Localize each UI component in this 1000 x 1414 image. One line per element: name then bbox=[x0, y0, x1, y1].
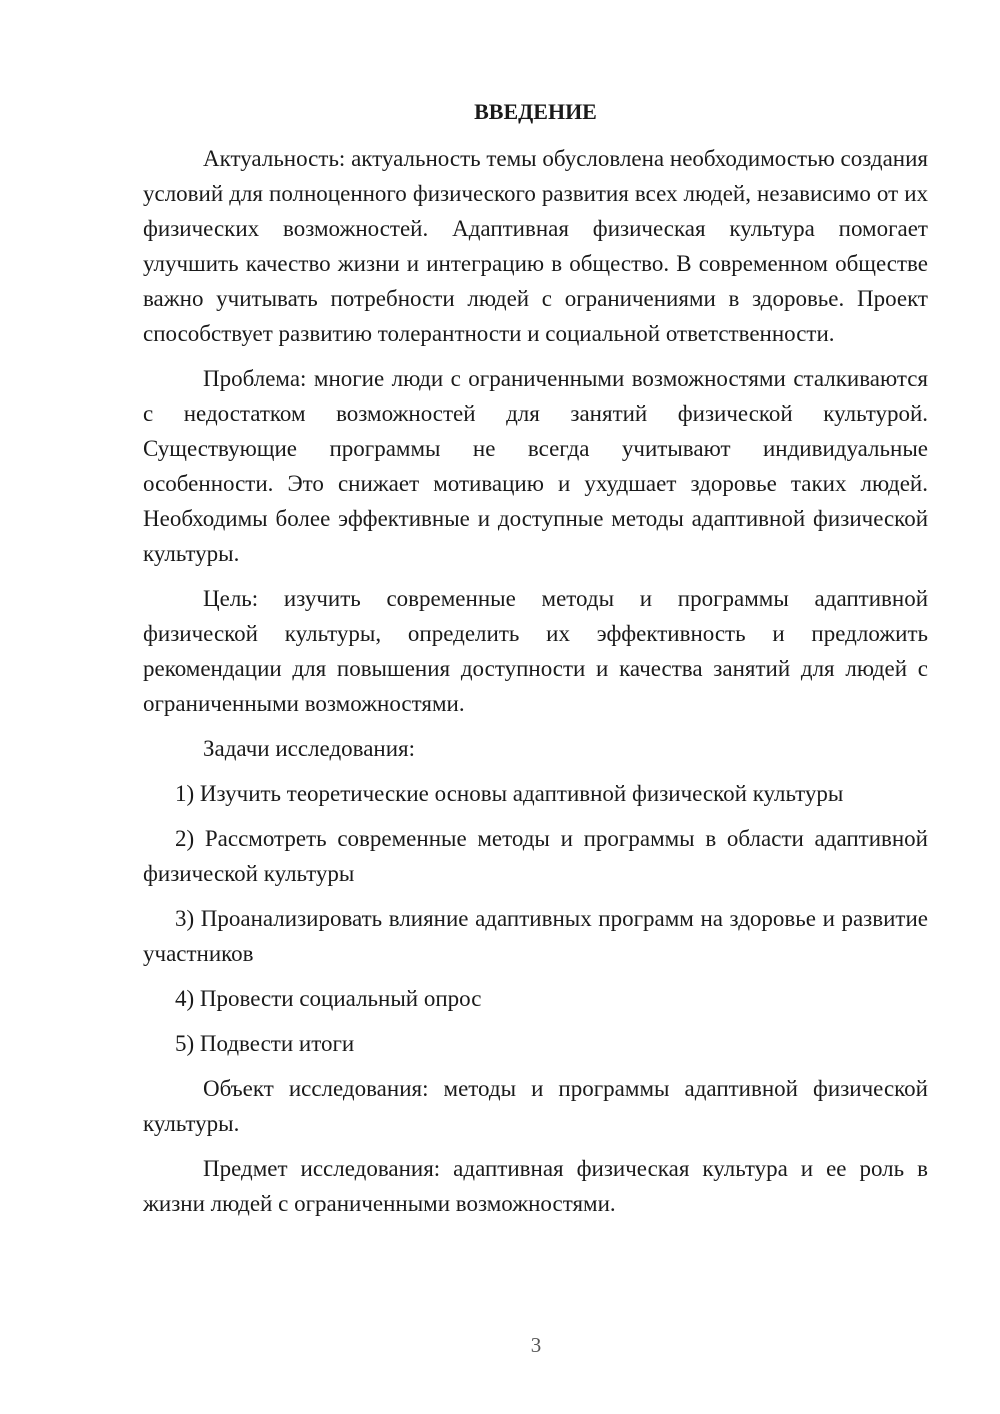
task-item-4: 4) Провести социальный опрос bbox=[175, 986, 482, 1011]
object-paragraph: Объект исследования: методы и программы адаптивной физической культуры. bbox=[143, 1076, 928, 1136]
tasks-heading: Задачи исследования: bbox=[203, 736, 416, 761]
problem-paragraph: Проблема: многие люди с ограниченными возможностями сталкиваются с недостатком возможностей для занятий физической культурой. Существующие программы не всегда учитывают индивидуальные особенности. Это снижает мотивацию и ухудшает здоровье таких людей. Необходимы более эффективные и доступные методы адаптивной физической культуры. bbox=[143, 366, 928, 566]
task-item-3: 3) Проанализировать влияние адаптивных программ на здоровье и развитие участников bbox=[143, 906, 928, 966]
relevance-paragraph: Актуальность: актуальность темы обусловлена необходимостью создания условий для полноценного физического развития всех людей, независимо от их физических возможностей. Адаптивная физическая культура помогает улучшить качество жизни и интеграцию в общество. В современном обществе важно учитывать потребности людей с ограничениями в здоровье. Проект способствует развитию толерантности и социальной ответственности. bbox=[143, 146, 929, 346]
document-body bbox=[143, 94, 928, 1231]
subject-paragraph: Предмет исследования: адаптивная физическая культура и ее роль в жизни людей с ограниченными возможностями. bbox=[143, 1156, 928, 1216]
section-heading: ВВЕДЕНИЕ bbox=[474, 99, 597, 124]
task-item-2: 2) Рассмотреть современные методы и программы в области адаптивной физической культуры bbox=[143, 826, 928, 886]
goal-paragraph: Цель: изучить современные методы и программы адаптивной физической культуры, определить их эффективность и предложить рекомендации для повышения доступности и качества занятий для людей с ограниченными возможностями. bbox=[143, 586, 928, 716]
page-number: 3 bbox=[530, 1333, 542, 1357]
task-item-1: 1) Изучить теоретические основы адаптивной физической культуры bbox=[175, 781, 844, 806]
task-item-5: 5) Подвести итоги bbox=[175, 1031, 355, 1056]
